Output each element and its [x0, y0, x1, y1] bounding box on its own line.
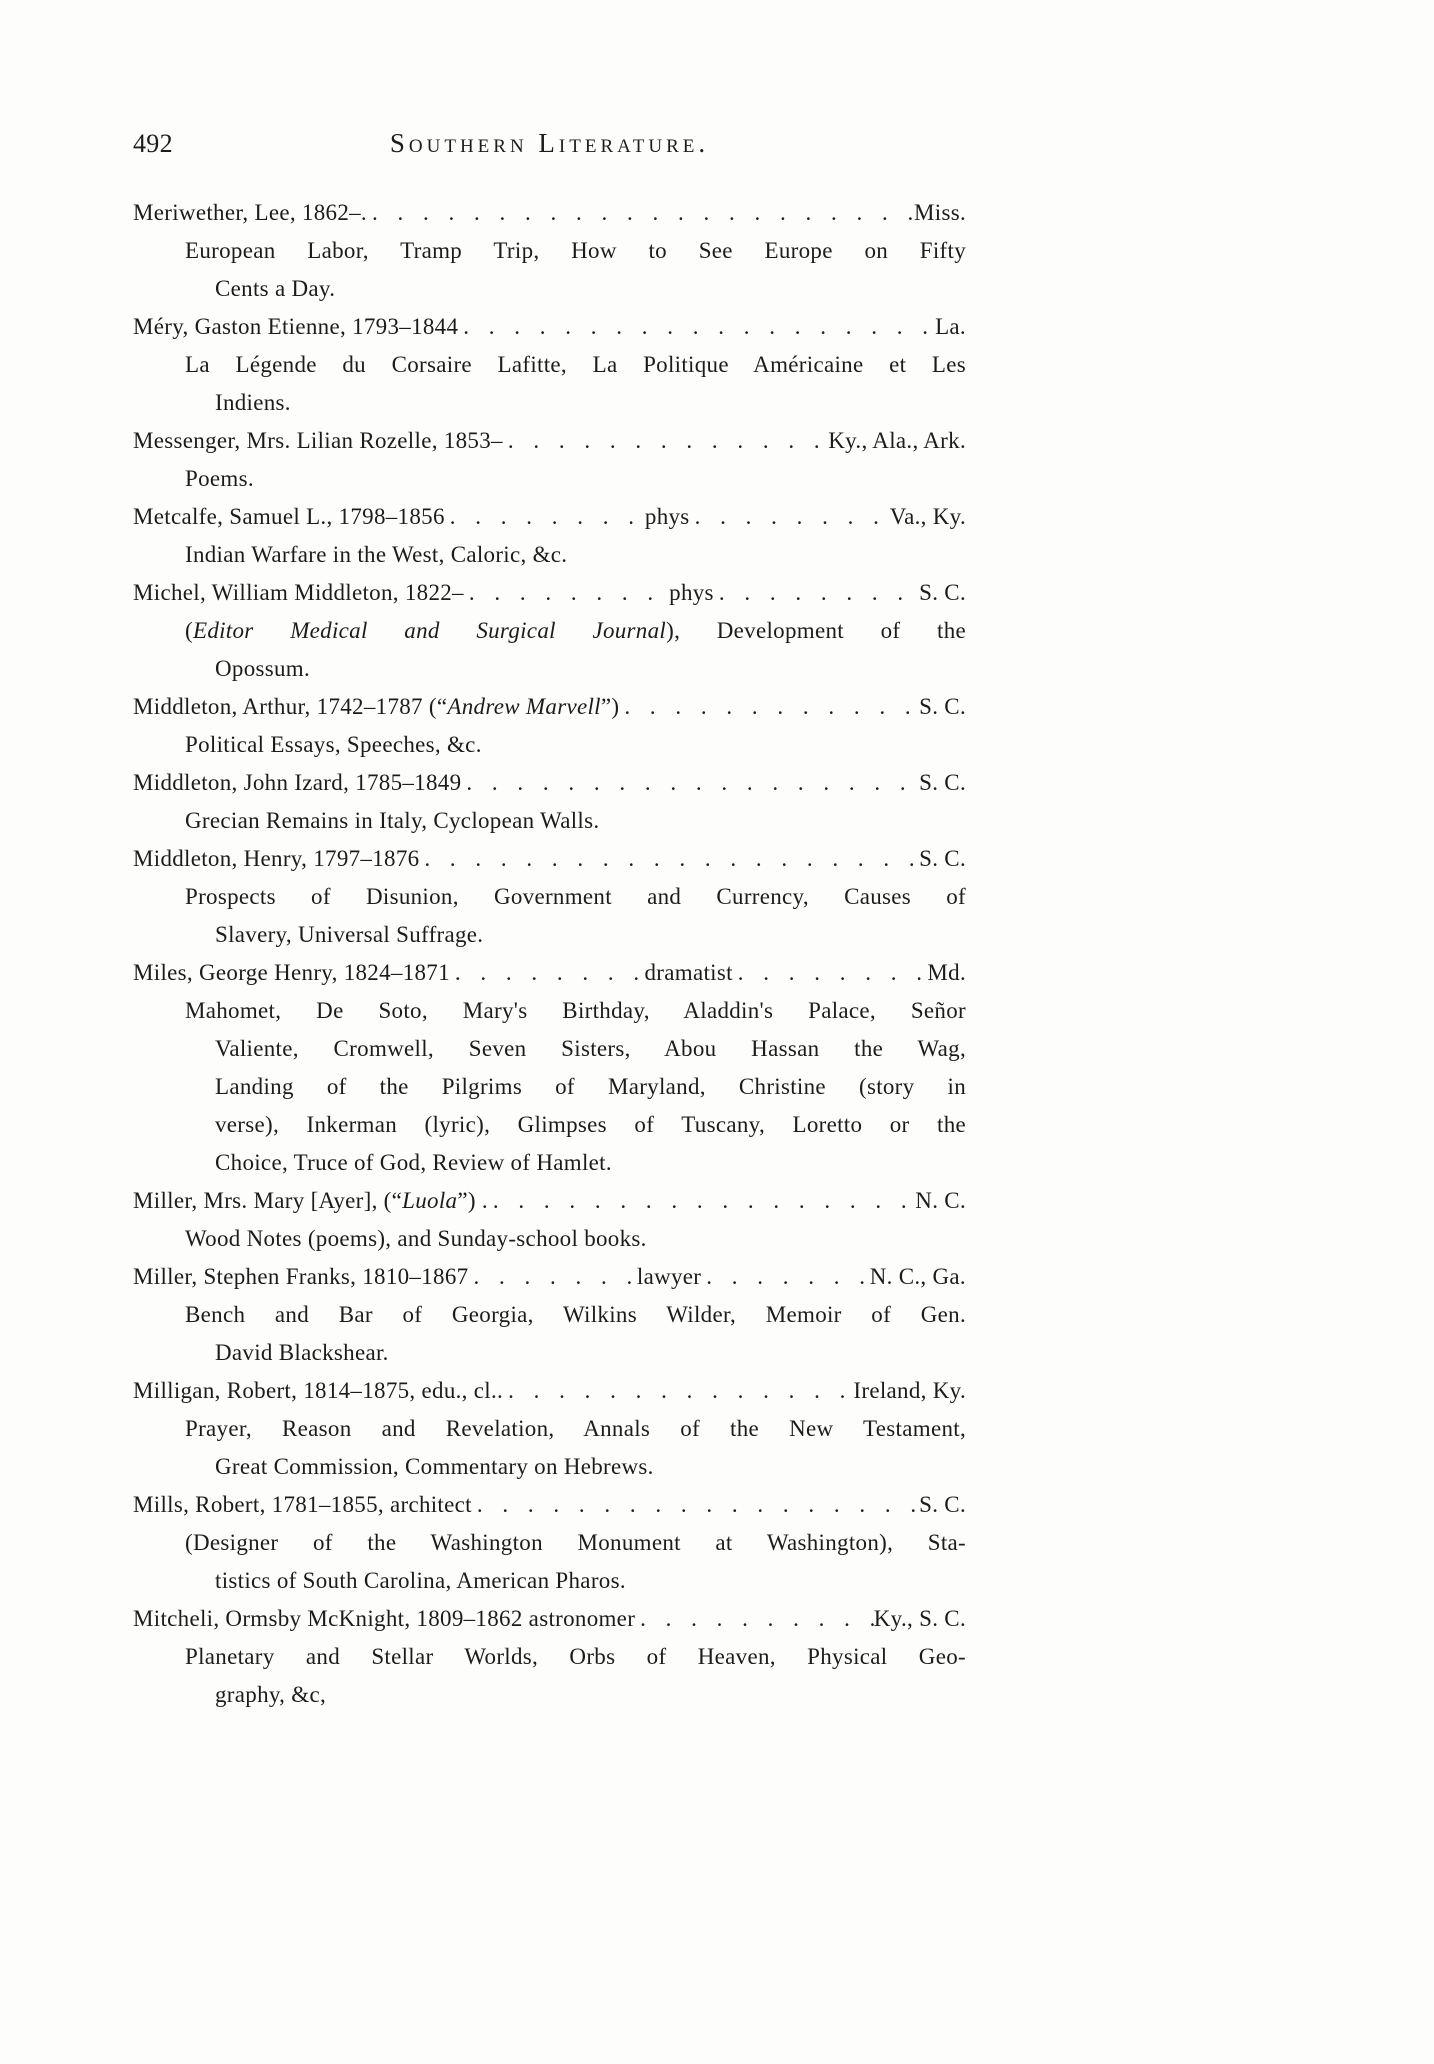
- dot-leader: [464, 574, 669, 612]
- entry-name: [133, 1600, 635, 1638]
- text-run: Cents a Day.: [215, 276, 336, 301]
- work-line: [185, 612, 966, 650]
- dot-leader: [488, 1182, 915, 1220]
- work-line: [185, 1638, 966, 1676]
- entry-place: Miss.: [914, 200, 966, 225]
- entry: [133, 308, 966, 422]
- entry-name: [133, 1486, 472, 1524]
- text-run: Mitcheli, Ormsby McKnight, 1809–1862 astronomer: [133, 1606, 636, 1631]
- running-header: Southern Literature.: [389, 128, 710, 158]
- entry-works: [133, 878, 966, 954]
- text-run: Mahomet, De Soto, Mary's Birthday, Aladdin's Palace, Señor: [185, 998, 966, 1023]
- text-run: Michel, William Middleton, 1822–: [133, 580, 464, 605]
- text-run: Milligan, Robert, 1814–1875, edu., cl..: [133, 1378, 504, 1403]
- entry-name: [133, 422, 503, 460]
- entry-headline: [133, 954, 966, 992]
- entry-headline: [133, 574, 966, 612]
- work-line: [185, 878, 966, 916]
- dot-leader: [690, 498, 890, 536]
- text-run: Prospects of Disunion, Government and Currency, Causes of: [185, 884, 966, 909]
- text-run: (: [185, 618, 193, 643]
- entry: [133, 1600, 966, 1714]
- dot-leader: [367, 194, 914, 232]
- work-line: [215, 916, 966, 954]
- text-run: Meriwether, Lee, 1862–.: [133, 200, 367, 225]
- entry-name: [133, 498, 445, 536]
- entry-name: [133, 194, 367, 232]
- text-run: ”) .: [457, 1188, 488, 1213]
- entry: [133, 1372, 966, 1486]
- text-run: Bench and Bar of Georgia, Wilkins Wilder, Memoir of Gen.: [185, 1302, 966, 1327]
- entry: [133, 764, 966, 840]
- entry: [133, 498, 966, 574]
- entry-works: [133, 726, 966, 764]
- work-line: [215, 1562, 966, 1600]
- entry-headline: [133, 688, 966, 726]
- dot-leader: [701, 1258, 869, 1296]
- work-line: [215, 1030, 966, 1068]
- entry-name: [133, 688, 619, 726]
- entry: [133, 1486, 966, 1600]
- work-line: [185, 1220, 966, 1258]
- text-run: (Designer of the Washington Monument at Washington), Sta-: [185, 1530, 966, 1555]
- text-run: Slavery, Universal Suffrage.: [215, 922, 484, 947]
- entry-name: [133, 1258, 468, 1296]
- entry-name: [133, 840, 419, 878]
- entry-place: S. C.: [919, 770, 966, 795]
- text-run: tistics of South Carolina, American Pharos.: [215, 1568, 626, 1593]
- entry-place: S. C.: [919, 846, 966, 871]
- entry-place: Va., Ky.: [889, 504, 966, 529]
- dot-leader: [733, 954, 928, 992]
- entry-descriptor: phys: [669, 580, 714, 605]
- work-line: [185, 802, 966, 840]
- text-run: Wood Notes (poems), and Sunday-school books.: [185, 1226, 647, 1251]
- entry-headline: [133, 1486, 966, 1524]
- work-line: [185, 992, 966, 1030]
- entry: [133, 574, 966, 688]
- entry-headline: [133, 1258, 966, 1296]
- text-run: graphy, &c,: [215, 1682, 327, 1707]
- text-run: Prayer, Reason and Revelation, Annals of the New Testament,: [185, 1416, 966, 1441]
- text-run: ”): [600, 694, 620, 719]
- entry-place: N. C., Ga.: [869, 1264, 966, 1289]
- entry-works: [133, 1524, 966, 1600]
- entry-place: S. C.: [919, 1492, 966, 1517]
- work-line: [215, 1448, 966, 1486]
- work-line: [185, 536, 966, 574]
- entry-name: [133, 764, 461, 802]
- entry-place: N. C.: [915, 1188, 966, 1213]
- work-line: [215, 1144, 966, 1182]
- text-run: Middleton, Henry, 1797–1876: [133, 846, 420, 871]
- entry-headline: [133, 764, 966, 802]
- dot-leader: [450, 954, 645, 992]
- entry-headline: [133, 840, 966, 878]
- dot-leader: [458, 308, 935, 346]
- text-run: Metcalfe, Samuel L., 1798–1856: [133, 504, 445, 529]
- entry-headline: [133, 194, 966, 232]
- entry-works: [133, 802, 966, 840]
- page-content: [133, 128, 966, 1714]
- text-run: ), Development of the: [666, 618, 966, 643]
- entry-headline: [133, 1600, 966, 1638]
- work-line: [185, 346, 966, 384]
- entry-works: [133, 1638, 966, 1714]
- dot-leader: [468, 1258, 636, 1296]
- italic-text: Editor Medical and Surgical Journal: [192, 618, 667, 643]
- entry-headline: [133, 498, 966, 536]
- text-run: Indiens.: [215, 390, 291, 415]
- entry-works: [133, 1220, 966, 1258]
- entry-name: [133, 1182, 488, 1220]
- text-run: verse), Inkerman (lyric), Glimpses of Tuscany, Loretto or the: [215, 1112, 966, 1137]
- dot-leader: [635, 1600, 874, 1638]
- text-run: Landing of the Pilgrims of Maryland, Christine (story in: [215, 1074, 966, 1099]
- work-line: [185, 1296, 966, 1334]
- dot-leader: [503, 1372, 853, 1410]
- work-line: [215, 650, 966, 688]
- entry-works: [133, 1410, 966, 1486]
- entry-place: Ky., S. C.: [873, 1606, 966, 1631]
- entry-headline: [133, 308, 966, 346]
- work-line: [185, 1410, 966, 1448]
- entry-works: [133, 612, 966, 688]
- italic-text: Andrew Marvell: [447, 694, 601, 719]
- text-run: Middleton, John Izard, 1785–1849: [133, 770, 462, 795]
- text-run: Opossum.: [215, 656, 311, 681]
- entry-name: [133, 574, 464, 612]
- text-run: Great Commission, Commentary on Hebrews.: [215, 1454, 654, 1479]
- work-line: [215, 1676, 966, 1714]
- entry-name: [133, 308, 458, 346]
- entry-place: Ky., Ala., Ark.: [828, 428, 966, 453]
- entry-place: Md.: [927, 960, 966, 985]
- entry: [133, 1258, 966, 1372]
- entry-name: [133, 954, 450, 992]
- entry-works: [133, 232, 966, 308]
- dot-leader: [445, 498, 645, 536]
- work-line: [215, 1068, 966, 1106]
- page-number: 492: [133, 129, 173, 158]
- entry: [133, 954, 966, 1182]
- text-run: Messenger, Mrs. Lilian Rozelle, 1853–: [133, 428, 503, 453]
- entry-descriptor: dramatist: [644, 960, 733, 985]
- work-line: [215, 1334, 966, 1372]
- text-run: Poems.: [185, 466, 254, 491]
- work-line: [215, 270, 966, 308]
- dot-leader: [714, 574, 919, 612]
- dot-leader: [472, 1486, 919, 1524]
- text-run: Miles, George Henry, 1824–1871: [133, 960, 450, 985]
- entry-descriptor: phys: [644, 504, 690, 529]
- text-run: Mills, Robert, 1781–1855, architect: [133, 1492, 472, 1517]
- work-line: [185, 232, 966, 270]
- text-run: Middleton, Arthur, 1742–1787 (“: [133, 694, 448, 719]
- entry-headline: [133, 1372, 966, 1410]
- entry-list: [133, 194, 966, 1714]
- page-header: [133, 128, 966, 164]
- text-run: European Labor, Tramp Trip, How to See Europe on Fifty: [185, 238, 966, 263]
- text-run: Planetary and Stellar Worlds, Orbs of Heaven, Physical Geo-: [185, 1644, 966, 1669]
- entry: [133, 422, 966, 498]
- work-line: [185, 726, 966, 764]
- entry-works: [133, 346, 966, 422]
- text-run: La Légende du Corsaire Lafitte, La Politique Américaine et Les: [185, 352, 966, 377]
- dot-leader: [619, 688, 919, 726]
- entry-place: Ireland, Ky.: [853, 1378, 966, 1403]
- text-run: Choice, Truce of God, Review of Hamlet.: [215, 1150, 612, 1175]
- work-line: [185, 460, 966, 498]
- entry-headline: [133, 1182, 966, 1220]
- text-run: David Blackshear.: [215, 1340, 389, 1365]
- dot-leader: [503, 422, 828, 460]
- entry-descriptor: lawyer: [636, 1264, 702, 1289]
- entry-place: S. C.: [919, 580, 966, 605]
- text-run: Méry, Gaston Etienne, 1793–1844: [133, 314, 459, 339]
- entry-works: [133, 460, 966, 498]
- text-run: Political Essays, Speeches, &c.: [185, 732, 482, 757]
- work-line: [215, 1106, 966, 1144]
- entry: [133, 840, 966, 954]
- entry: [133, 688, 966, 764]
- text-run: Valiente, Cromwell, Seven Sisters, Abou Hassan the Wag,: [215, 1036, 966, 1061]
- entry-works: [133, 1296, 966, 1372]
- text-run: Indian Warfare in the West, Caloric, &c.: [185, 542, 568, 567]
- entry-name: [133, 1372, 503, 1410]
- entry: [133, 1182, 966, 1258]
- entry-works: [133, 992, 966, 1182]
- work-line: [215, 384, 966, 422]
- dot-leader: [461, 764, 919, 802]
- italic-text: Luola: [402, 1188, 458, 1213]
- entry-headline: [133, 422, 966, 460]
- dot-leader: [419, 840, 919, 878]
- text-run: Miller, Stephen Franks, 1810–1867: [133, 1264, 469, 1289]
- entry: [133, 194, 966, 308]
- work-line: [185, 1524, 966, 1562]
- entry-works: [133, 536, 966, 574]
- entry-place: La.: [935, 314, 966, 339]
- text-run: Miller, Mrs. Mary [Ayer], (“: [133, 1188, 403, 1213]
- text-run: Grecian Remains in Italy, Cyclopean Walls.: [185, 808, 600, 833]
- entry-place: S. C.: [919, 694, 966, 719]
